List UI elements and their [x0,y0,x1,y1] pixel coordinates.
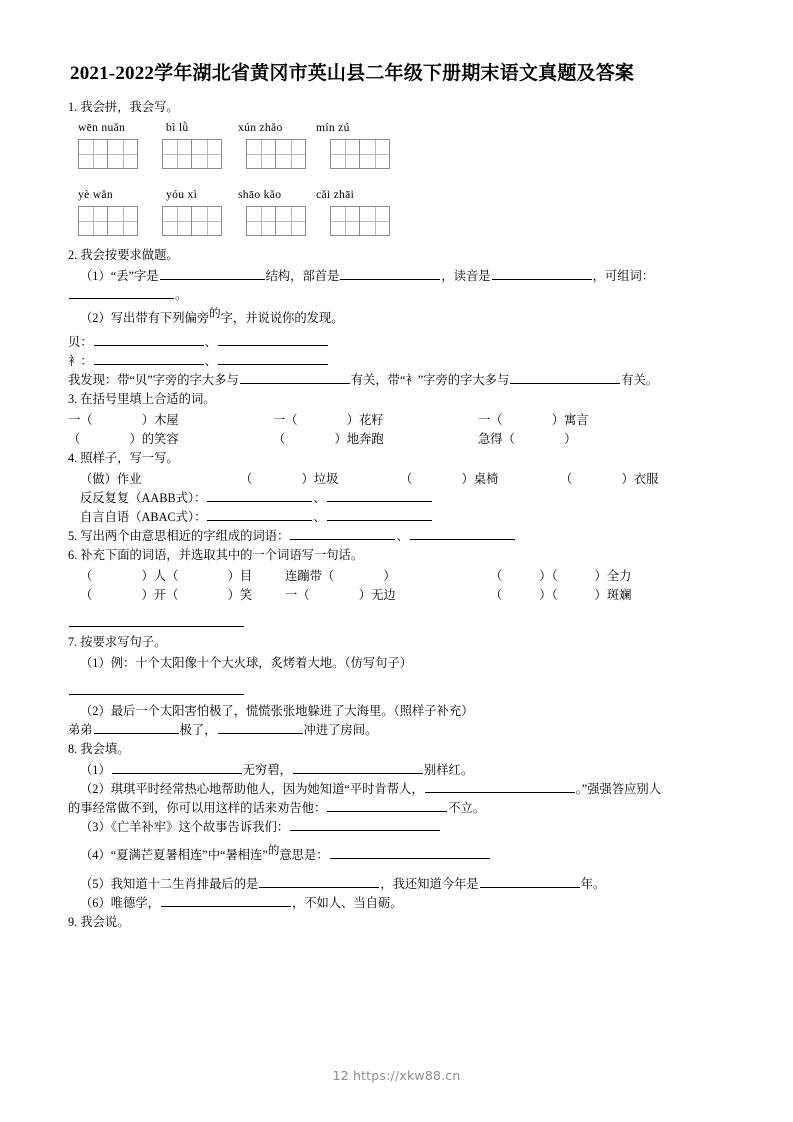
q6-item[interactable]: 一（ ）无边 [285,588,396,603]
tianzige-group [162,206,222,236]
tianzige-cell[interactable] [108,206,138,236]
question-6-row-1 [68,567,741,586]
question-1-heading: 1. 我会拼，我会写。 [68,99,179,114]
answer-blank[interactable] [510,371,620,384]
answer-blank[interactable] [290,527,395,540]
answer-blank[interactable] [218,333,328,346]
tianzige-cell[interactable] [276,206,306,236]
q8-text: （2）琪琪平时经常热心地帮助他人，因为她知道“平时肯帮人， [80,781,424,796]
q2-text: 。 [175,287,188,302]
question-6-heading: 6. 补充下面的词语，并选取其中的一个词语写一句话。 [68,548,364,563]
q2-text: ，可组词： [592,268,655,283]
question-4-heading: 4. 照样子，写一写。 [68,450,179,465]
tianzige-group [330,139,390,169]
q2-text: 我发现：带“贝”字旁的字大多与 [68,372,239,387]
q6-item[interactable]: 连蹦带（ ） [285,569,396,584]
tianzige-cell[interactable] [192,206,222,236]
q6-item[interactable]: （ ）（ ）全力 [490,569,632,584]
q8-raised-char: 的 [267,844,280,857]
question-2-item-1 [68,267,741,286]
answer-blank[interactable] [94,333,204,346]
separator: 、 [204,353,217,368]
answer-blank[interactable] [218,352,328,365]
answer-blank[interactable] [330,846,490,859]
answer-blank[interactable] [94,721,179,734]
answer-blank[interactable] [340,267,440,280]
answer-blank[interactable] [410,527,515,540]
q8-text: ，不如人、当自砺。 [291,895,403,910]
q8-text: 不立。 [448,800,486,815]
q3-item[interactable]: 急得（ ） [478,431,577,446]
q8-text: 意思是： [279,847,329,862]
q3-item[interactable]: 一（ ）花籽 [273,412,384,427]
question-7-item-1-answer [68,682,741,701]
q3-item[interactable]: 一（ ）木屋 [68,412,179,427]
q8-text: 。”强强答应别人 [575,781,662,796]
radical-label: 贝： [68,334,93,349]
q7-text: 弟弟 [68,722,93,737]
pinyin-item: yè wǎn [78,187,113,201]
q8-text: （5）我知道十二生肖排最后的是 [80,876,259,891]
tianzige-group [246,139,306,169]
answer-blank[interactable] [218,721,303,734]
q8-text: （6）唯德学， [80,895,160,910]
question-7-item-2-fill [68,721,741,740]
separator: 、 [313,510,326,525]
pinyin-item: shāo kǎo [238,187,282,201]
answer-blank[interactable] [69,683,244,696]
tianzige-group [78,206,138,236]
q2-text: 有关。 [621,372,659,387]
q3-item[interactable]: 一（ ）寓言 [478,412,589,427]
answer-blank[interactable] [327,489,432,502]
tianzige-cell[interactable] [108,139,138,169]
q4-label: 反反复复（AABB式）： [80,491,207,506]
q8-text: ，我还知道今年是 [380,876,479,891]
tianzige-cell[interactable] [246,206,276,236]
tianzige-group [330,206,390,236]
q8-text: （1） [80,762,111,777]
question-8-item-2-line-1 [68,780,741,799]
question-6-row-2 [68,586,741,605]
question-5-heading: 5. 写出两个由意思相近的字组成的词语： [68,529,290,544]
pinyin-item: mín zú [316,120,350,134]
tianzige-cell[interactable] [330,139,360,169]
q3-item[interactable]: （ ）的笑容 [68,431,179,446]
answer-blank[interactable] [425,780,575,793]
q7-text: 极了， [179,722,217,737]
separator: 、 [204,334,217,349]
q8-text: 别样红。 [423,762,474,777]
answer-blank[interactable] [327,799,447,812]
answer-blank[interactable] [69,615,244,628]
tianzige-cell[interactable] [276,139,306,169]
question-9-heading: 9. 我会说。 [68,914,130,929]
question-7-item-1: （1）例：十个太阳像十个大火球，炙烤着大地。（仿写句子） [80,656,413,671]
q2-text: （2）写出带有下列偏旁 [80,310,210,325]
q8-text: （3）《亡羊补牢》这个故事告诉我们： [80,819,290,834]
tianzige-cell[interactable] [78,139,108,169]
q4-label: 自言自语（ABAC式）： [80,510,207,525]
q2-text: 字，并说说你的发现。 [220,310,344,325]
answer-blank[interactable] [161,894,291,907]
question-7-item-2: （2）最后一个太阳害怕极了，慌慌张张地躲进了大海里。（照样子补充） [80,703,474,718]
q8-text: 无穷碧， [242,762,292,777]
tianzige-cell[interactable] [192,139,222,169]
answer-blank[interactable] [327,508,432,521]
question-3-heading: 3. 在括号里填上合适的词。 [68,391,216,406]
answer-blank[interactable] [492,267,592,280]
q8-text: 年。 [580,876,606,891]
q2-text: ，读音是 [441,268,491,283]
page-title: 2021-2022学年湖北省黄冈市英山县二年级下册期末语文真题及答案 [70,63,635,84]
question-8-item-6 [68,894,741,913]
q2-text: （1）“丢”字是 [80,268,159,283]
q2-raised-char: 的 [209,307,221,320]
q6-item[interactable]: （ ）人（ ）目 [80,569,253,584]
pinyin-item: yóu xì [166,187,198,201]
question-8-item-4 [68,846,741,866]
page-footer: 12 https://xkw88.cn [332,1068,461,1083]
question-2-finding [68,371,741,390]
question-7-heading: 7. 按要求写句子。 [68,635,167,650]
question-4-abac [68,508,741,527]
pinyin-item: xún zhǎo [238,120,283,134]
answer-blank[interactable] [290,818,440,831]
question-3-row-2 [68,430,741,449]
question-5 [68,527,741,546]
q8-text: 的事经常做不到，你可以用这样的话来劝告他： [68,800,327,815]
tianzige-group [78,139,138,169]
tianzige-cell[interactable] [246,139,276,169]
tianzige-cell[interactable] [78,206,108,236]
tianzige-cell[interactable] [360,139,390,169]
q7-text: 冲进了房间。 [303,722,378,737]
q6-item[interactable]: （ ）（ ）斑斓 [490,588,632,603]
pinyin-item: cǎi zhāi [316,187,355,201]
q4-sample[interactable]: （ ）桌椅 [400,472,499,487]
separator: 、 [396,529,409,544]
question-2-radical-1 [68,333,741,352]
answer-blank[interactable] [240,371,350,384]
answer-blank[interactable] [259,875,379,888]
answer-blank[interactable] [207,489,312,502]
answer-blank[interactable] [112,761,242,774]
answer-blank[interactable] [94,352,204,365]
question-3-row-1 [68,411,741,430]
question-8-heading: 8. 我会填。 [68,741,130,756]
question-4-samples [68,470,741,489]
tianzige-row-1 [78,139,741,169]
tianzige-cell[interactable] [162,206,192,236]
answer-blank[interactable] [480,875,580,888]
q3-item[interactable]: （ ）地奔跑 [273,431,384,446]
question-8-item-1 [68,761,741,780]
tianzige-cell[interactable] [162,139,192,169]
radical-label: 衤： [68,353,93,368]
q2-text: 结构，部首是 [265,268,340,283]
answer-blank[interactable] [160,267,265,280]
q2-text: 有关，带“衤”字旁的字大多与 [350,372,510,387]
separator: 、 [313,491,326,506]
q4-sample[interactable]: （ ）衣服 [560,472,659,487]
answer-blank[interactable] [293,761,423,774]
pinyin-row-1 [78,121,741,134]
tianzige-row-2 [78,206,741,236]
question-2-item-1-cont [68,286,741,305]
question-6-answer-line [68,614,741,633]
question-4-aabb [68,489,741,508]
question-2-heading: 2. 我会按要求做题。 [68,247,179,262]
pinyin-item: bì lǜ [166,120,189,134]
tianzige-cell[interactable] [360,206,390,236]
pinyin-row-2 [78,188,741,201]
tianzige-group [246,206,306,236]
q6-item[interactable]: （ ）开（ ）笑 [80,588,253,603]
question-2-radical-2 [68,352,741,371]
q8-text: （4）“夏满芒夏暑相连”中“暑相连” [80,847,268,862]
answer-blank[interactable] [207,508,312,521]
q4-sample: （做）作业 [80,472,142,487]
question-8-item-3 [68,818,741,837]
pinyin-item: wēn nuǎn [78,120,126,134]
question-2-item-2-lead [68,309,741,329]
q4-sample[interactable]: （ ）垃圾 [240,472,339,487]
question-8-item-2-line-2 [68,799,741,818]
answer-blank[interactable] [69,286,174,299]
tianzige-cell[interactable] [330,206,360,236]
question-8-item-5 [68,875,741,894]
tianzige-group [162,139,222,169]
